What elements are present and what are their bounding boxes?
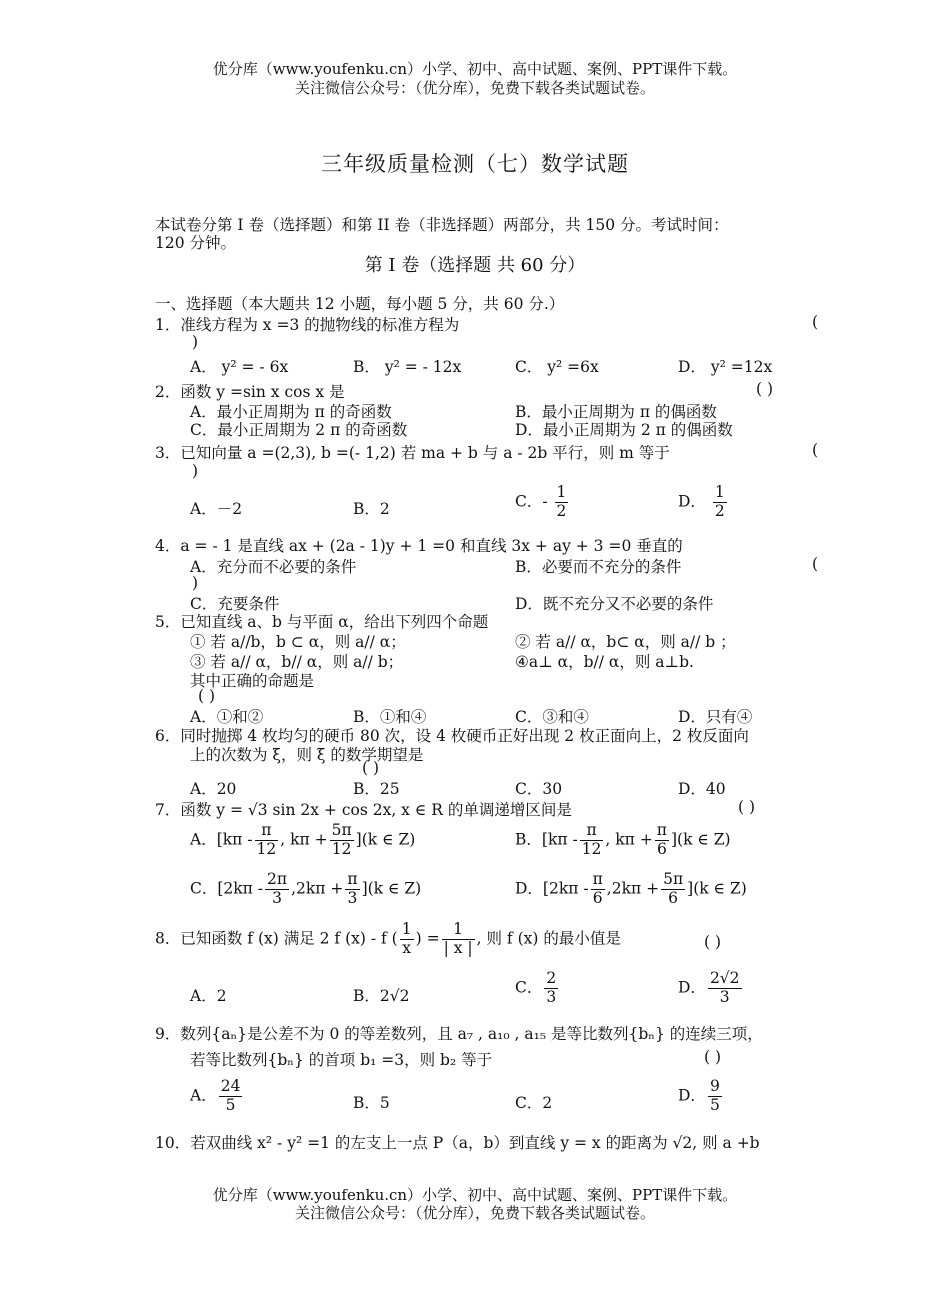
q5-proposition-1: ① 若 a//b，b ⊂ α，则 a// α； xyxy=(190,633,406,651)
q2-option-b: B．最小正周期为 π 的偶函数 xyxy=(515,403,717,421)
q7-stem: 7．函数 y = √3 sin 2x + cos 2x, x ∈ R 的单调递增区间是 xyxy=(155,801,572,819)
q8-blank: ( ) xyxy=(704,933,722,951)
q3-option-d-label: D． xyxy=(678,492,706,511)
q2-option-a: A．最小正周期为 π 的奇函数 xyxy=(190,403,392,421)
q1-option-c: C． y² =6x xyxy=(515,358,599,376)
q5-proposition-2: ② 若 a// α，b⊂ α，则 a// b ； xyxy=(515,633,736,651)
q7-a-fraction-2 xyxy=(330,822,354,859)
numerator: 2π xyxy=(267,870,288,888)
q3-option-d xyxy=(678,484,729,521)
q5-proposition-3: ③ 若 a// α，b// α，则 a// b； xyxy=(190,653,404,671)
q6-option-b: B．25 xyxy=(353,780,400,798)
numerator: π xyxy=(656,821,667,839)
q2-blank: ( ) xyxy=(756,380,774,398)
q3-stem: 3．已知向量 a =(2,3), b =(- 1,2) 若 ma + b 与 a - 2b 平行，则 m 等于 xyxy=(155,444,670,462)
q3-option-d-fraction xyxy=(713,484,727,521)
q3-paren-open: ( xyxy=(812,441,819,459)
q8-option-b: B．2√2 xyxy=(353,987,410,1005)
q1-option-b: B． y² = - 12x xyxy=(353,358,462,376)
q3-paren-close: ) xyxy=(192,462,199,480)
denominator: 2 xyxy=(556,501,567,520)
q7-blank: ( ) xyxy=(738,798,756,816)
denominator: 6 xyxy=(592,888,603,907)
q7-option-b xyxy=(515,822,731,859)
denominator: 6 xyxy=(656,839,667,858)
intro-line-2: 120 分钟。 xyxy=(155,234,237,252)
q9-d-fraction xyxy=(708,1078,722,1115)
denominator: 12 xyxy=(331,839,352,858)
q7-d-fraction-1 xyxy=(591,871,605,908)
q4-option-a: A．充分而不必要的条件 xyxy=(190,558,357,576)
q2-option-d: D．最小正周期为 2 π 的偶函数 xyxy=(515,421,733,439)
q7-d-mid: ,2kπ + xyxy=(606,879,660,898)
q3-option-c-label: C．- xyxy=(515,492,548,511)
denominator: | x | xyxy=(443,938,473,957)
q7-option-a xyxy=(190,822,415,859)
q5-option-b: B．①和④ xyxy=(353,708,427,726)
q4-option-b: B．必要而不充分的条件 xyxy=(515,558,682,576)
q5-option-d: D．只有④ xyxy=(678,708,753,726)
q6-stem-line-2: 上的次数为 ξ，则 ξ 的数学期望是 xyxy=(190,746,424,764)
q7-c-left: C．[2kπ - xyxy=(190,879,264,898)
numerator: 1 xyxy=(442,921,475,940)
numerator: 2 xyxy=(546,969,557,987)
q4-paren-close: ) xyxy=(192,574,199,592)
q3-option-a: A．－2 xyxy=(190,500,243,518)
q9-a-label: A． xyxy=(190,1086,217,1105)
exam-title: 三年级质量检测（七）数学试题 xyxy=(321,152,629,176)
q7-b-fraction-2 xyxy=(655,822,669,859)
q9-d-label: D． xyxy=(678,1086,706,1105)
q9-option-a xyxy=(190,1078,244,1115)
q4-option-d: D．既不充分又不必要的条件 xyxy=(515,595,714,613)
q7-b-right: ](k ∈ Z) xyxy=(670,830,731,849)
q9-option-c: C．2 xyxy=(515,1094,553,1112)
q1-option-a: A． y² = - 6x xyxy=(190,358,289,376)
q7-a-left: A．[kπ - xyxy=(190,830,253,849)
q7-c-right: ](k ∈ Z) xyxy=(361,879,422,898)
q10-stem: 10．若双曲线 x² - y² =1 的左支上一点 P（a，b）到直线 y = x 的距离为 √2, 则 a +b xyxy=(155,1134,760,1152)
q7-d-right: ](k ∈ Z) xyxy=(687,879,747,898)
q8-fraction-1 xyxy=(400,921,414,958)
q9-stem-line-2: 若等比数列{bₙ} 的首项 b₁ =3，则 b₂ 等于 xyxy=(190,1051,493,1069)
q8-c-label: C． xyxy=(515,978,543,997)
q7-a-mid: , kπ + xyxy=(280,830,328,849)
q6-option-c: C．30 xyxy=(515,780,563,798)
q8-d-fraction xyxy=(708,970,742,1007)
numerator: π xyxy=(592,870,603,888)
q5-stem: 5．已知直线 a、b 与平面 α，给出下列四个命题 xyxy=(155,613,489,631)
q7-b-mid: , kπ + xyxy=(605,830,653,849)
denominator: 5 xyxy=(225,1095,236,1114)
q7-c-mid: ,2kπ + xyxy=(291,879,344,898)
q1-stem: 1．准线方程为 x =3 的抛物线的标准方程为 xyxy=(155,316,460,334)
q7-b-left: B．[kπ - xyxy=(515,830,578,849)
part-heading: 第 I 卷（选择题 共 60 分） xyxy=(364,255,586,276)
q8-option-c xyxy=(515,970,560,1007)
denominator: 12 xyxy=(256,839,277,858)
numerator: 24 xyxy=(220,1077,241,1095)
q8-stem-left: 8．已知函数 f (x) 满足 2 f (x) - f ( xyxy=(155,929,398,948)
q6-stem-line-1: 6．同时抛掷 4 枚均匀的硬币 80 次，设 4 枚硬币正好出现 2 枚正面向上，2 枚反面向 xyxy=(155,727,749,745)
q7-option-c xyxy=(190,871,421,908)
q5-ask: 其中正确的命题是 xyxy=(190,672,315,690)
q7-c-fraction-2 xyxy=(345,871,359,908)
q1-option-d: D． y² =12x xyxy=(678,358,773,376)
numerator: 9 xyxy=(709,1077,720,1095)
numerator: π xyxy=(580,822,604,841)
q8-stem xyxy=(155,921,621,958)
q3-option-b: B．2 xyxy=(353,500,390,518)
q4-paren-open: ( xyxy=(812,555,819,573)
q7-c-fraction-1 xyxy=(265,871,289,908)
q7-a-fraction-1 xyxy=(255,822,279,859)
q6-blank: ( ) xyxy=(362,759,380,777)
numerator: π xyxy=(255,822,279,841)
footer-line-1: 优分库（www.youfenku.cn）小学、初中、高中试题、案例、PPT课件下载。 xyxy=(212,1186,738,1204)
q7-d-left: D．[2kπ - xyxy=(515,879,589,898)
q9-option-b: B．5 xyxy=(353,1094,390,1112)
q8-d-label: D． xyxy=(678,978,706,997)
q8-stem-mid: ) = xyxy=(415,929,440,948)
numerator: 1 xyxy=(401,920,412,938)
denominator: 12 xyxy=(581,839,602,858)
numerator: 2√2 xyxy=(709,969,740,987)
denominator: 3 xyxy=(272,888,282,907)
q5-option-a: A．①和② xyxy=(190,708,264,726)
q7-d-fraction-2 xyxy=(661,871,685,908)
denominator: 3 xyxy=(719,987,730,1006)
q7-a-right: ](k ∈ Z) xyxy=(355,830,416,849)
q7-b-fraction-1 xyxy=(580,822,604,859)
denominator: 3 xyxy=(546,987,557,1006)
q9-option-d xyxy=(678,1078,724,1115)
q8-stem-right: , 则 f (x) 的最小值是 xyxy=(476,929,621,948)
q5-option-c: C．③和④ xyxy=(515,708,589,726)
header-line-1: 优分库（www.youfenku.cn）小学、初中、高中试题、案例、PPT课件下载。 xyxy=(212,60,738,78)
q5-blank: ( ) xyxy=(198,687,216,705)
denominator: x xyxy=(402,938,412,957)
q8-fraction-2 xyxy=(442,921,475,958)
q6-option-d: D．40 xyxy=(678,780,726,798)
q8-c-fraction xyxy=(544,970,558,1007)
numerator: π xyxy=(347,870,358,888)
numerator: 1 xyxy=(714,483,725,501)
q7-option-d xyxy=(515,871,747,908)
section-heading: 一、选择题（本大题共 12 小题，每小题 5 分，共 60 分.） xyxy=(155,295,565,313)
numerator: 5π xyxy=(663,870,684,888)
q9-stem-line-1: 9．数列{aₙ}是公差不为 0 的等差数列，且 a₇ , a₁₀ , a₁₅ 是等比数列{bₙ} 的连续三项， xyxy=(155,1025,763,1043)
denominator: 2 xyxy=(714,501,725,520)
denominator: 5 xyxy=(709,1095,720,1114)
q1-paren-close: ) xyxy=(192,333,199,351)
denominator: 6 xyxy=(668,888,679,907)
denominator: 3 xyxy=(347,888,358,907)
q8-option-a: A．2 xyxy=(190,987,227,1005)
q2-option-c: C．最小正周期为 2 π 的奇函数 xyxy=(190,421,408,439)
header-line-2: 关注微信公众号：（优分库），免费下载各类试题试卷。 xyxy=(294,79,655,97)
q6-option-a: A．20 xyxy=(190,780,237,798)
footer-line-2: 关注微信公众号：（优分库），免费下载各类试题试卷。 xyxy=(294,1204,655,1222)
q4-stem: 4．a = - 1 是直线 ax + (2a - 1)y + 1 =0 和直线 3x + ay + 3 =0 垂直的 xyxy=(155,537,683,555)
q3-option-c-fraction xyxy=(555,484,569,521)
numerator: 5π xyxy=(331,821,352,839)
intro-line-1: 本试卷分第 I 卷（选择题）和第 II 卷（非选择题）两部分，共 150 分。考试时间： xyxy=(155,216,729,234)
q5-proposition-4: ④a⊥ α，b// α，则 a⊥b. xyxy=(515,653,694,671)
q9-blank: ( ) xyxy=(704,1048,722,1066)
q2-stem: 2．函数 y =sin x cos x 是 xyxy=(155,383,345,401)
q8-option-d xyxy=(678,970,744,1007)
q4-option-c: C．充要条件 xyxy=(190,595,280,613)
numerator: 1 xyxy=(556,483,567,501)
q1-paren-open: ( xyxy=(812,313,819,331)
q9-a-fraction xyxy=(219,1078,243,1115)
q3-option-c xyxy=(515,484,570,521)
